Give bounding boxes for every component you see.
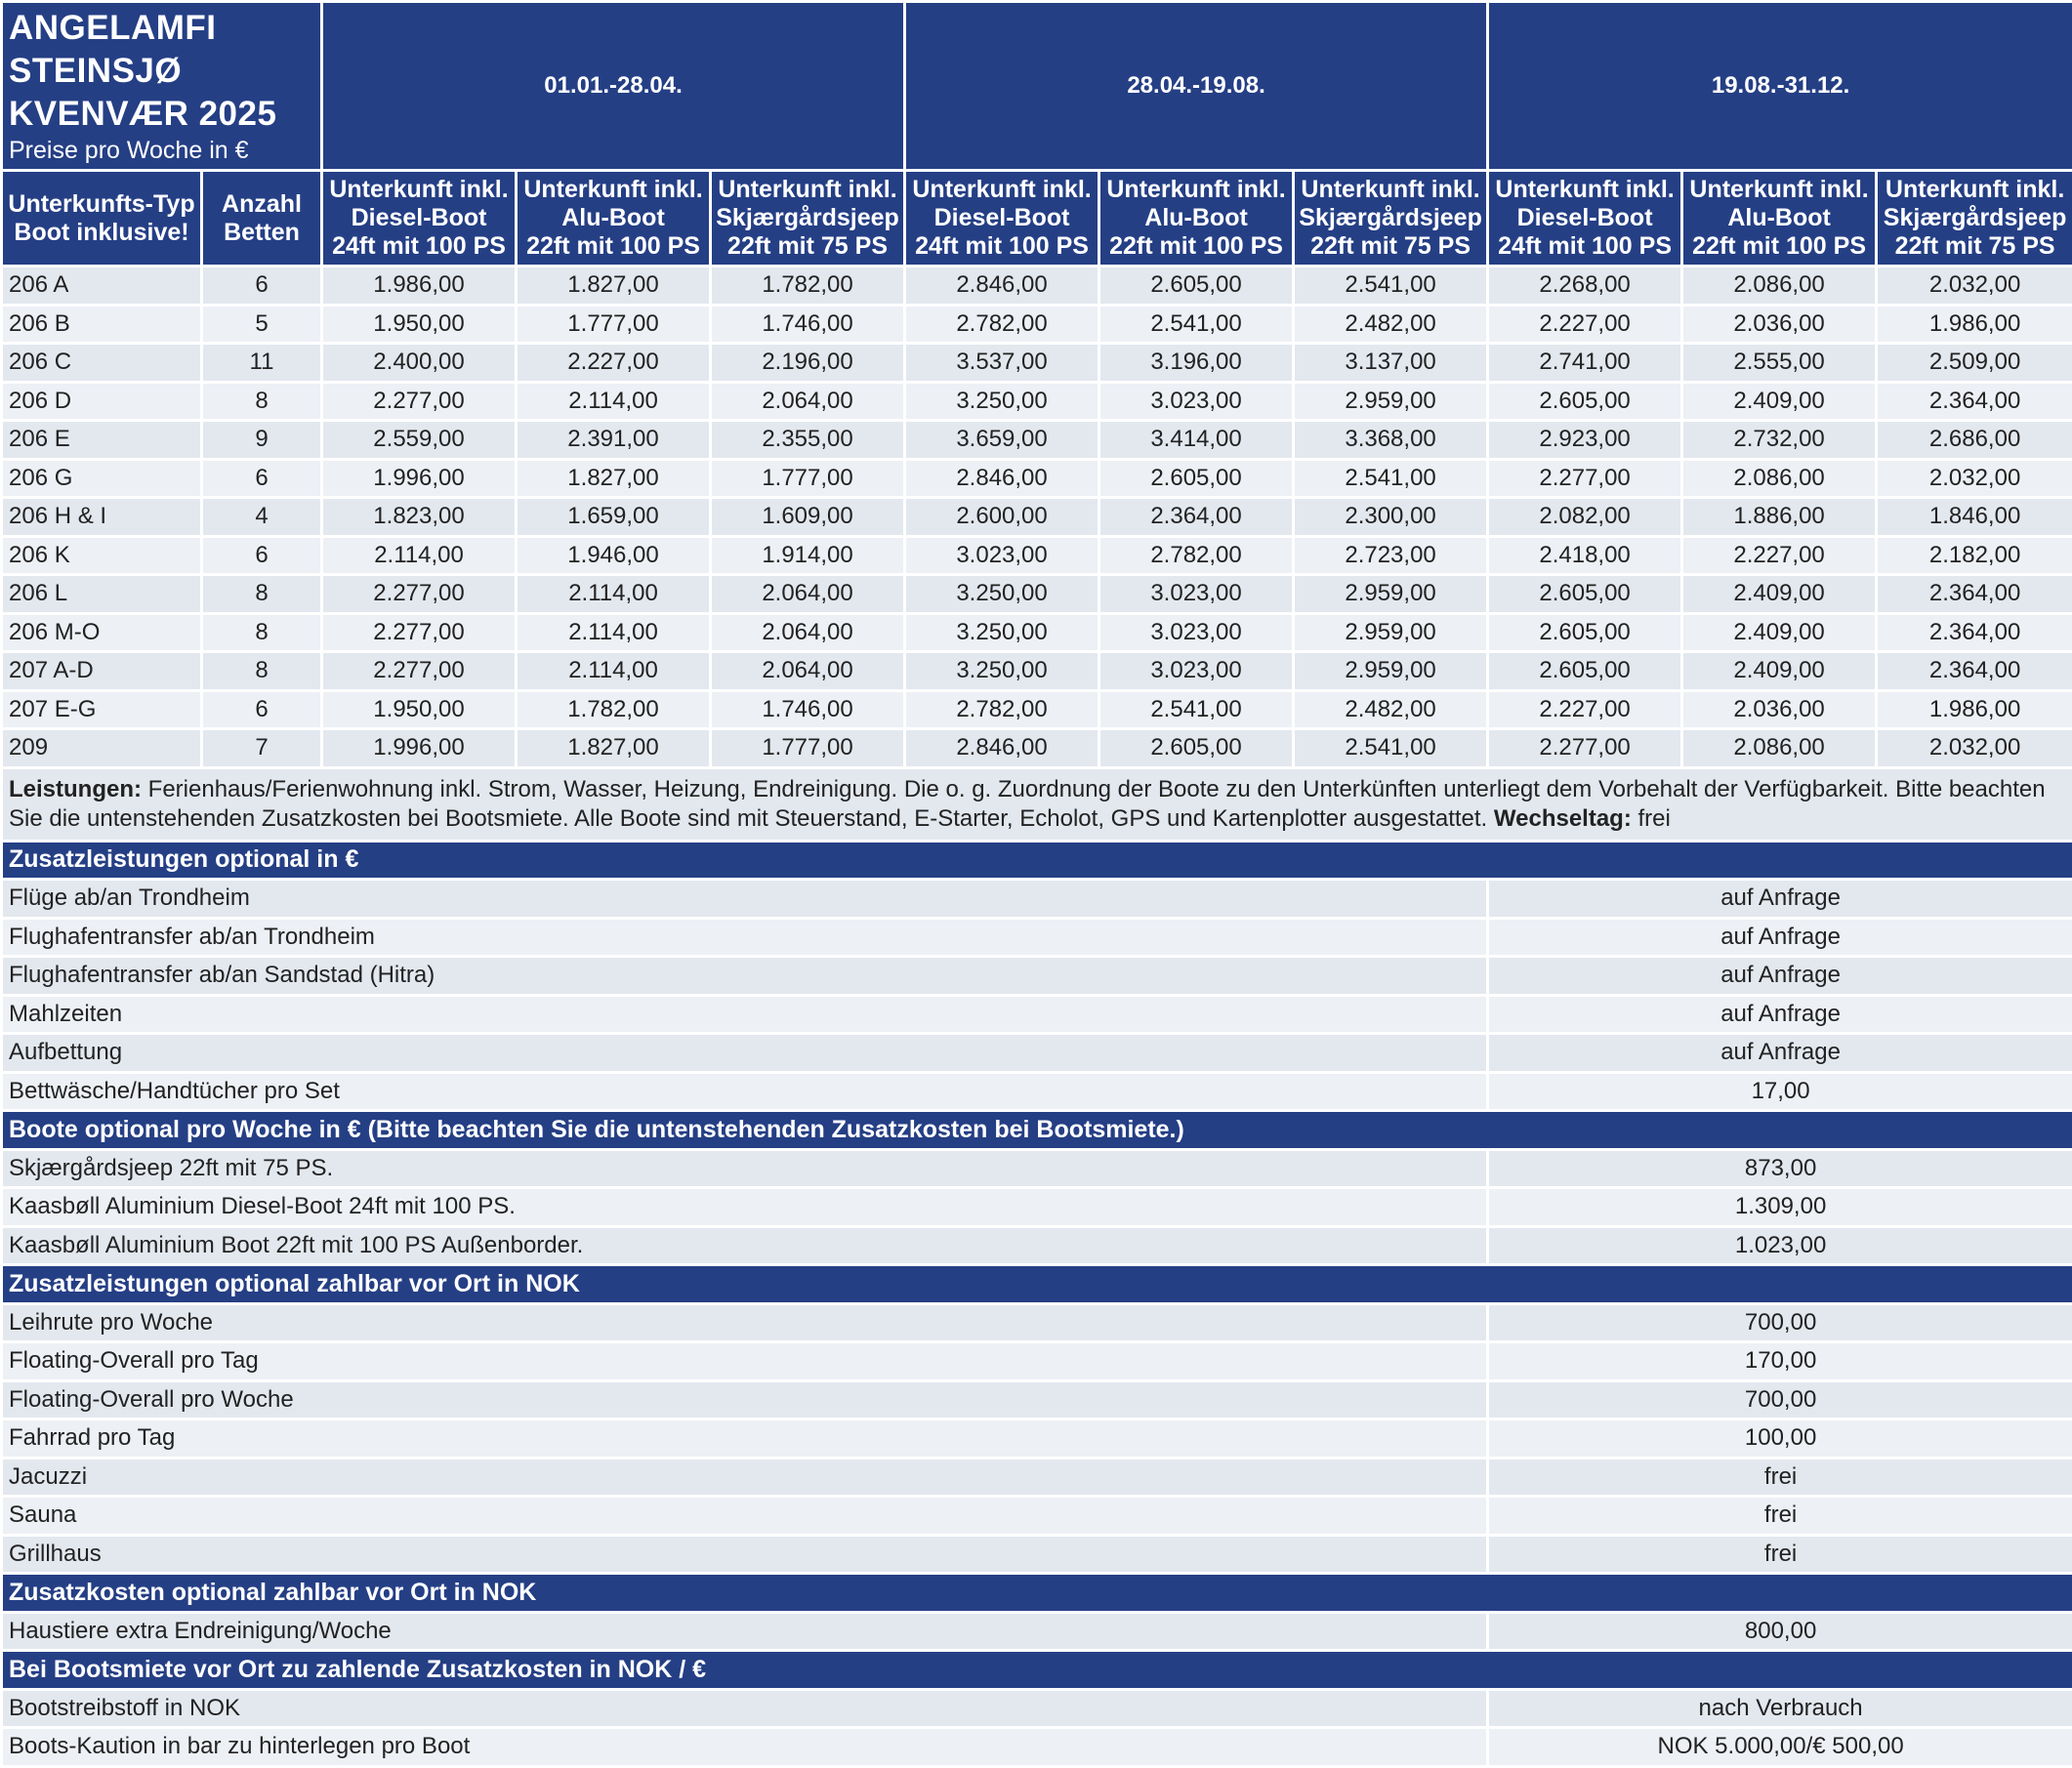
price-cell: 2.400,00: [322, 344, 517, 383]
beds-cell: 6: [202, 267, 322, 306]
price-cell: 3.250,00: [905, 575, 1099, 614]
price-cell: 2.605,00: [1488, 652, 1682, 691]
price-cell: 1.782,00: [517, 690, 711, 729]
column-header-line: Betten: [205, 219, 318, 247]
item-label: Haustiere extra Endreinigung/Woche: [2, 1612, 1488, 1651]
item-value: 1.309,00: [1488, 1188, 2072, 1227]
column-header-line: 22ft mit 100 PS: [519, 232, 707, 261]
column-header-boat: [1682, 171, 1877, 267]
item-value: auf Anfrage: [1488, 918, 2072, 957]
period-header: 01.01.-28.04.: [322, 2, 905, 171]
price-cell: 2.846,00: [905, 459, 1099, 498]
column-header-boat: [1877, 171, 2072, 267]
table-row: [2, 613, 2072, 652]
price-cell: 2.605,00: [1099, 459, 1294, 498]
price-cell: 2.114,00: [517, 382, 711, 421]
price-cell: 2.032,00: [1877, 459, 2072, 498]
section-header-row: [2, 1651, 2072, 1690]
unit-type-cell: 209: [2, 729, 202, 768]
price-cell: 2.541,00: [1294, 459, 1488, 498]
price-cell: 3.368,00: [1294, 421, 1488, 460]
price-cell: 2.364,00: [1877, 575, 2072, 614]
price-cell: 3.023,00: [1099, 382, 1294, 421]
price-cell: 2.277,00: [322, 652, 517, 691]
list-item: [2, 1458, 2072, 1497]
price-cell: 1.777,00: [711, 729, 905, 768]
item-value: 700,00: [1488, 1303, 2072, 1342]
price-cell: 2.364,00: [1099, 498, 1294, 537]
price-cell: 2.300,00: [1294, 498, 1488, 537]
price-cell: 2.600,00: [905, 498, 1099, 537]
price-cell: 3.137,00: [1294, 344, 1488, 383]
price-cell: 2.741,00: [1488, 344, 1682, 383]
item-label: Aufbettung: [2, 1034, 1488, 1073]
column-header-line: Boot inklusive!: [5, 219, 198, 247]
price-cell: 2.605,00: [1488, 575, 1682, 614]
unit-type-cell: 206 M-O: [2, 613, 202, 652]
price-cell: 3.023,00: [1099, 575, 1294, 614]
price-cell: 2.277,00: [1488, 459, 1682, 498]
column-header-line: Unterkunft inkl.: [519, 176, 707, 204]
price-cell: 1.777,00: [711, 459, 905, 498]
period-header: 19.08.-31.12.: [1488, 2, 2072, 171]
item-label: Fahrrad pro Tag: [2, 1419, 1488, 1459]
unit-type-cell: 206 H & I: [2, 498, 202, 537]
price-cell: 2.064,00: [711, 575, 905, 614]
item-value: 800,00: [1488, 1612, 2072, 1651]
price-cell: 2.559,00: [322, 421, 517, 460]
price-cell: 2.086,00: [1682, 729, 1877, 768]
price-cell: 3.250,00: [905, 652, 1099, 691]
list-item: [2, 1188, 2072, 1227]
unit-type-cell: 206 B: [2, 305, 202, 344]
column-header-beds: [202, 171, 322, 267]
price-cell: 2.277,00: [322, 382, 517, 421]
list-item: [2, 1689, 2072, 1728]
price-cell: 2.846,00: [905, 267, 1099, 306]
price-cell: 2.959,00: [1294, 652, 1488, 691]
price-cell: 3.023,00: [1099, 613, 1294, 652]
price-cell: 3.414,00: [1099, 421, 1294, 460]
section-title: Zusatzleistungen optional in €: [2, 841, 2072, 880]
price-cell: 2.364,00: [1877, 613, 2072, 652]
note-text: frei: [1632, 805, 1671, 832]
column-header-line: 22ft mit 75 PS: [1297, 232, 1484, 261]
price-cell: 2.409,00: [1682, 382, 1877, 421]
item-value: 1.023,00: [1488, 1226, 2072, 1265]
price-cell: 3.196,00: [1099, 344, 1294, 383]
column-header-line: Unterkunfts-Typ: [5, 190, 198, 219]
price-cell: 2.605,00: [1099, 267, 1294, 306]
item-value: 873,00: [1488, 1149, 2072, 1188]
column-header-boat: [322, 171, 517, 267]
services-note-row: [2, 767, 2072, 841]
item-label: Floating-Overall pro Woche: [2, 1380, 1488, 1419]
price-cell: 2.723,00: [1294, 536, 1488, 575]
price-cell: 2.782,00: [905, 305, 1099, 344]
title-line: ANGELAMFI: [9, 7, 314, 50]
price-cell: 2.036,00: [1682, 690, 1877, 729]
price-cell: 2.418,00: [1488, 536, 1682, 575]
price-cell: 1.886,00: [1682, 498, 1877, 537]
column-header-boat: [1294, 171, 1488, 267]
table-row: [2, 690, 2072, 729]
subtitle: Preise pro Woche in €: [9, 136, 314, 165]
beds-cell: 9: [202, 421, 322, 460]
section-header-row: [2, 1111, 2072, 1150]
item-label: Kaasbøll Aluminium Boot 22ft mit 100 PS Außenborder.: [2, 1226, 1488, 1265]
unit-type-cell: 207 E-G: [2, 690, 202, 729]
list-item: [2, 1612, 2072, 1651]
list-item: [2, 1226, 2072, 1265]
item-label: Jacuzzi: [2, 1458, 1488, 1497]
price-cell: 1.996,00: [322, 729, 517, 768]
price-cell: 1.827,00: [517, 459, 711, 498]
column-header-line: Unterkunft inkl.: [1102, 176, 1290, 204]
item-label: Flughafentransfer ab/an Sandstad (Hitra): [2, 957, 1488, 996]
item-label: Skjærgårdsjeep 22ft mit 75 PS.: [2, 1149, 1488, 1188]
price-cell: 1.950,00: [322, 305, 517, 344]
table-row: [2, 498, 2072, 537]
price-cell: 2.277,00: [322, 575, 517, 614]
table-row: [2, 421, 2072, 460]
column-header-line: Diesel-Boot: [325, 204, 513, 232]
column-header-boat: [1099, 171, 1294, 267]
price-cell: 2.605,00: [1488, 613, 1682, 652]
price-cell: 1.914,00: [711, 536, 905, 575]
beds-cell: 8: [202, 652, 322, 691]
column-header-line: 22ft mit 75 PS: [714, 232, 901, 261]
beds-cell: 6: [202, 536, 322, 575]
price-cell: 2.086,00: [1682, 267, 1877, 306]
price-cell: 2.227,00: [1682, 536, 1877, 575]
price-cell: 2.064,00: [711, 652, 905, 691]
list-item: [2, 1342, 2072, 1381]
column-header-line: 22ft mit 100 PS: [1685, 232, 1873, 261]
column-header-boat: [905, 171, 1099, 267]
price-cell: 2.391,00: [517, 421, 711, 460]
column-header-line: Alu-Boot: [1102, 204, 1290, 232]
beds-cell: 6: [202, 690, 322, 729]
price-cell: 2.605,00: [1488, 382, 1682, 421]
price-cell: 2.114,00: [322, 536, 517, 575]
note-text: Ferienhaus/Ferienwohnung inkl. Strom, Wasser, Heizung, Endreinigung. Die o. g. Zuordnung der Boote zu den Unterkünften unterliegt dem Vorbehalt der Verfügbarkeit. Bitte beachten Sie die untenstehenden Zusatzkosten bei Bootsmiete. Alle Boote sind mit Steuerstand, E-Starter, Echolot, GPS und Kartenplotter ausgestattet.: [9, 776, 2046, 832]
item-value: 17,00: [1488, 1072, 2072, 1111]
price-cell: 2.959,00: [1294, 575, 1488, 614]
column-header-line: Anzahl: [205, 190, 318, 219]
item-value: 700,00: [1488, 1380, 2072, 1419]
price-cell: 2.364,00: [1877, 652, 2072, 691]
column-header-line: Unterkunft inkl.: [1491, 176, 1678, 204]
table-row: [2, 536, 2072, 575]
column-header-line: 24ft mit 100 PS: [1491, 232, 1678, 261]
note-label: Wechseltag:: [1494, 805, 1632, 832]
beds-cell: 6: [202, 459, 322, 498]
price-cell: 1.986,00: [1877, 690, 2072, 729]
beds-cell: 5: [202, 305, 322, 344]
price-cell: 1.846,00: [1877, 498, 2072, 537]
column-header-row: [2, 171, 2072, 267]
price-cell: 3.250,00: [905, 382, 1099, 421]
price-cell: 2.277,00: [322, 613, 517, 652]
beds-cell: 11: [202, 344, 322, 383]
title-block: [2, 2, 322, 171]
price-cell: 1.950,00: [322, 690, 517, 729]
column-header-line: 24ft mit 100 PS: [908, 232, 1096, 261]
price-cell: 2.114,00: [517, 613, 711, 652]
beds-cell: 4: [202, 498, 322, 537]
item-value: frei: [1488, 1497, 2072, 1536]
note-label: Leistungen:: [9, 776, 142, 802]
item-value: auf Anfrage: [1488, 1034, 2072, 1073]
price-cell: 2.959,00: [1294, 382, 1488, 421]
column-header-boat: [711, 171, 905, 267]
services-note: [2, 767, 2072, 841]
item-value: auf Anfrage: [1488, 957, 2072, 996]
item-value: frei: [1488, 1458, 2072, 1497]
price-cell: 2.064,00: [711, 613, 905, 652]
item-value: auf Anfrage: [1488, 880, 2072, 919]
price-cell: 1.609,00: [711, 498, 905, 537]
beds-cell: 8: [202, 382, 322, 421]
section-title: Bei Bootsmiete vor Ort zu zahlende Zusatzkosten in NOK / €: [2, 1651, 2072, 1690]
item-label: Bettwäsche/Handtücher pro Set: [2, 1072, 1488, 1111]
list-item: [2, 1303, 2072, 1342]
table-row: [2, 382, 2072, 421]
column-header-line: Skjærgårdsjeep: [1880, 204, 2070, 232]
price-cell: 2.409,00: [1682, 575, 1877, 614]
column-header-line: 22ft mit 100 PS: [1102, 232, 1290, 261]
item-value: 100,00: [1488, 1419, 2072, 1459]
item-value: nach Verbrauch: [1488, 1689, 2072, 1728]
title-row: [2, 2, 2072, 171]
column-header-line: Unterkunft inkl.: [325, 176, 513, 204]
column-header-boat: [1488, 171, 1682, 267]
column-header-line: 22ft mit 75 PS: [1880, 232, 2070, 261]
price-cell: 2.923,00: [1488, 421, 1682, 460]
section-header-row: [2, 1265, 2072, 1304]
price-cell: 1.659,00: [517, 498, 711, 537]
table-row: [2, 305, 2072, 344]
price-cell: 1.777,00: [517, 305, 711, 344]
column-header-line: Unterkunft inkl.: [908, 176, 1096, 204]
price-cell: 2.277,00: [1488, 729, 1682, 768]
price-cell: 2.409,00: [1682, 613, 1877, 652]
price-cell: 2.036,00: [1682, 305, 1877, 344]
list-item: [2, 1419, 2072, 1459]
price-cell: 2.782,00: [1099, 536, 1294, 575]
list-item: [2, 880, 2072, 919]
price-cell: 2.959,00: [1294, 613, 1488, 652]
column-header-line: Unterkunft inkl.: [1297, 176, 1484, 204]
column-header-line: 24ft mit 100 PS: [325, 232, 513, 261]
unit-type-cell: 206 A: [2, 267, 202, 306]
price-cell: 3.023,00: [1099, 652, 1294, 691]
price-cell: 2.182,00: [1877, 536, 2072, 575]
column-header-line: Unterkunft inkl.: [1685, 176, 1873, 204]
price-cell: 2.482,00: [1294, 690, 1488, 729]
item-label: Flughafentransfer ab/an Trondheim: [2, 918, 1488, 957]
item-label: Sauna: [2, 1497, 1488, 1536]
column-header-line: Diesel-Boot: [1491, 204, 1678, 232]
unit-type-cell: 206 E: [2, 421, 202, 460]
price-cell: 2.032,00: [1877, 267, 2072, 306]
price-cell: 2.227,00: [1488, 690, 1682, 729]
column-header-type: [2, 171, 202, 267]
price-cell: 3.250,00: [905, 613, 1099, 652]
price-cell: 3.537,00: [905, 344, 1099, 383]
price-cell: 2.227,00: [1488, 305, 1682, 344]
price-cell: 3.659,00: [905, 421, 1099, 460]
unit-type-cell: 206 K: [2, 536, 202, 575]
price-cell: 1.946,00: [517, 536, 711, 575]
item-label: Floating-Overall pro Tag: [2, 1342, 1488, 1381]
price-cell: 2.064,00: [711, 382, 905, 421]
table-row: [2, 459, 2072, 498]
table-row: [2, 729, 2072, 768]
unit-type-cell: 207 A-D: [2, 652, 202, 691]
title-line: KVENVÆR 2025: [9, 93, 314, 136]
price-cell: 2.114,00: [517, 652, 711, 691]
item-label: Flüge ab/an Trondheim: [2, 880, 1488, 919]
price-cell: 2.782,00: [905, 690, 1099, 729]
item-value: frei: [1488, 1535, 2072, 1574]
price-cell: 2.364,00: [1877, 382, 2072, 421]
list-item: [2, 957, 2072, 996]
item-label: Kaasbøll Aluminium Diesel-Boot 24ft mit 100 PS.: [2, 1188, 1488, 1227]
list-item: [2, 1034, 2072, 1073]
table-row: [2, 575, 2072, 614]
item-value: auf Anfrage: [1488, 995, 2072, 1034]
item-label: Boots-Kaution in bar zu hinterlegen pro Boot: [2, 1728, 1488, 1767]
list-item: [2, 1497, 2072, 1536]
price-cell: 2.541,00: [1294, 729, 1488, 768]
table-row: [2, 344, 2072, 383]
item-label: Bootstreibstoff in NOK: [2, 1689, 1488, 1728]
price-cell: 2.686,00: [1877, 421, 2072, 460]
unit-type-cell: 206 L: [2, 575, 202, 614]
list-item: [2, 1380, 2072, 1419]
price-cell: 2.114,00: [517, 575, 711, 614]
list-item: [2, 995, 2072, 1034]
column-header-line: Alu-Boot: [1685, 204, 1873, 232]
section-title: Boote optional pro Woche in € (Bitte beachten Sie die untenstehenden Zusatzkosten bei Bootsmiete.): [2, 1111, 2072, 1150]
unit-type-cell: 206 G: [2, 459, 202, 498]
item-label: Grillhaus: [2, 1535, 1488, 1574]
item-value: 170,00: [1488, 1342, 2072, 1381]
item-value: NOK 5.000,00/€ 500,00: [1488, 1728, 2072, 1767]
beds-cell: 8: [202, 575, 322, 614]
price-cell: 2.227,00: [517, 344, 711, 383]
price-cell: 2.409,00: [1682, 652, 1877, 691]
section-title: Zusatzkosten optional zahlbar vor Ort in NOK: [2, 1574, 2072, 1613]
section-title: Zusatzleistungen optional zahlbar vor Ort in NOK: [2, 1265, 2072, 1304]
price-cell: 1.996,00: [322, 459, 517, 498]
price-cell: 2.082,00: [1488, 498, 1682, 537]
period-header: 28.04.-19.08.: [905, 2, 1488, 171]
price-cell: 1.782,00: [711, 267, 905, 306]
column-header-line: Skjærgårdsjeep: [1297, 204, 1484, 232]
price-cell: 2.032,00: [1877, 729, 2072, 768]
price-cell: 1.827,00: [517, 729, 711, 768]
price-cell: 2.509,00: [1877, 344, 2072, 383]
unit-type-cell: 206 C: [2, 344, 202, 383]
price-cell: 2.541,00: [1294, 267, 1488, 306]
section-header-row: [2, 841, 2072, 880]
title-line: STEINSJØ: [9, 50, 314, 93]
price-cell: 2.541,00: [1099, 690, 1294, 729]
list-item: [2, 1535, 2072, 1574]
unit-type-cell: 206 D: [2, 382, 202, 421]
price-cell: 1.746,00: [711, 690, 905, 729]
price-cell: 1.986,00: [322, 267, 517, 306]
column-header-line: Unterkunft inkl.: [714, 176, 901, 204]
column-header-line: Alu-Boot: [519, 204, 707, 232]
price-cell: 2.732,00: [1682, 421, 1877, 460]
price-cell: 1.827,00: [517, 267, 711, 306]
list-item: [2, 1072, 2072, 1111]
price-cell: 1.746,00: [711, 305, 905, 344]
list-item: [2, 918, 2072, 957]
price-cell: 2.555,00: [1682, 344, 1877, 383]
price-cell: 1.823,00: [322, 498, 517, 537]
price-cell: 2.846,00: [905, 729, 1099, 768]
price-cell: 2.605,00: [1099, 729, 1294, 768]
section-header-row: [2, 1574, 2072, 1613]
price-cell: 2.196,00: [711, 344, 905, 383]
column-header-line: Skjærgårdsjeep: [714, 204, 901, 232]
price-cell: 2.482,00: [1294, 305, 1488, 344]
table-row: [2, 267, 2072, 306]
beds-cell: 8: [202, 613, 322, 652]
item-label: Leihrute pro Woche: [2, 1303, 1488, 1342]
list-item: [2, 1728, 2072, 1767]
price-cell: 2.541,00: [1099, 305, 1294, 344]
beds-cell: 7: [202, 729, 322, 768]
item-label: Mahlzeiten: [2, 995, 1488, 1034]
column-header-line: Unterkunft inkl.: [1880, 176, 2070, 204]
column-header-boat: [517, 171, 711, 267]
price-cell: 2.086,00: [1682, 459, 1877, 498]
price-cell: 3.023,00: [905, 536, 1099, 575]
table-row: [2, 652, 2072, 691]
price-cell: 2.268,00: [1488, 267, 1682, 306]
price-cell: 2.355,00: [711, 421, 905, 460]
list-item: [2, 1149, 2072, 1188]
column-header-line: Diesel-Boot: [908, 204, 1096, 232]
price-cell: 1.986,00: [1877, 305, 2072, 344]
